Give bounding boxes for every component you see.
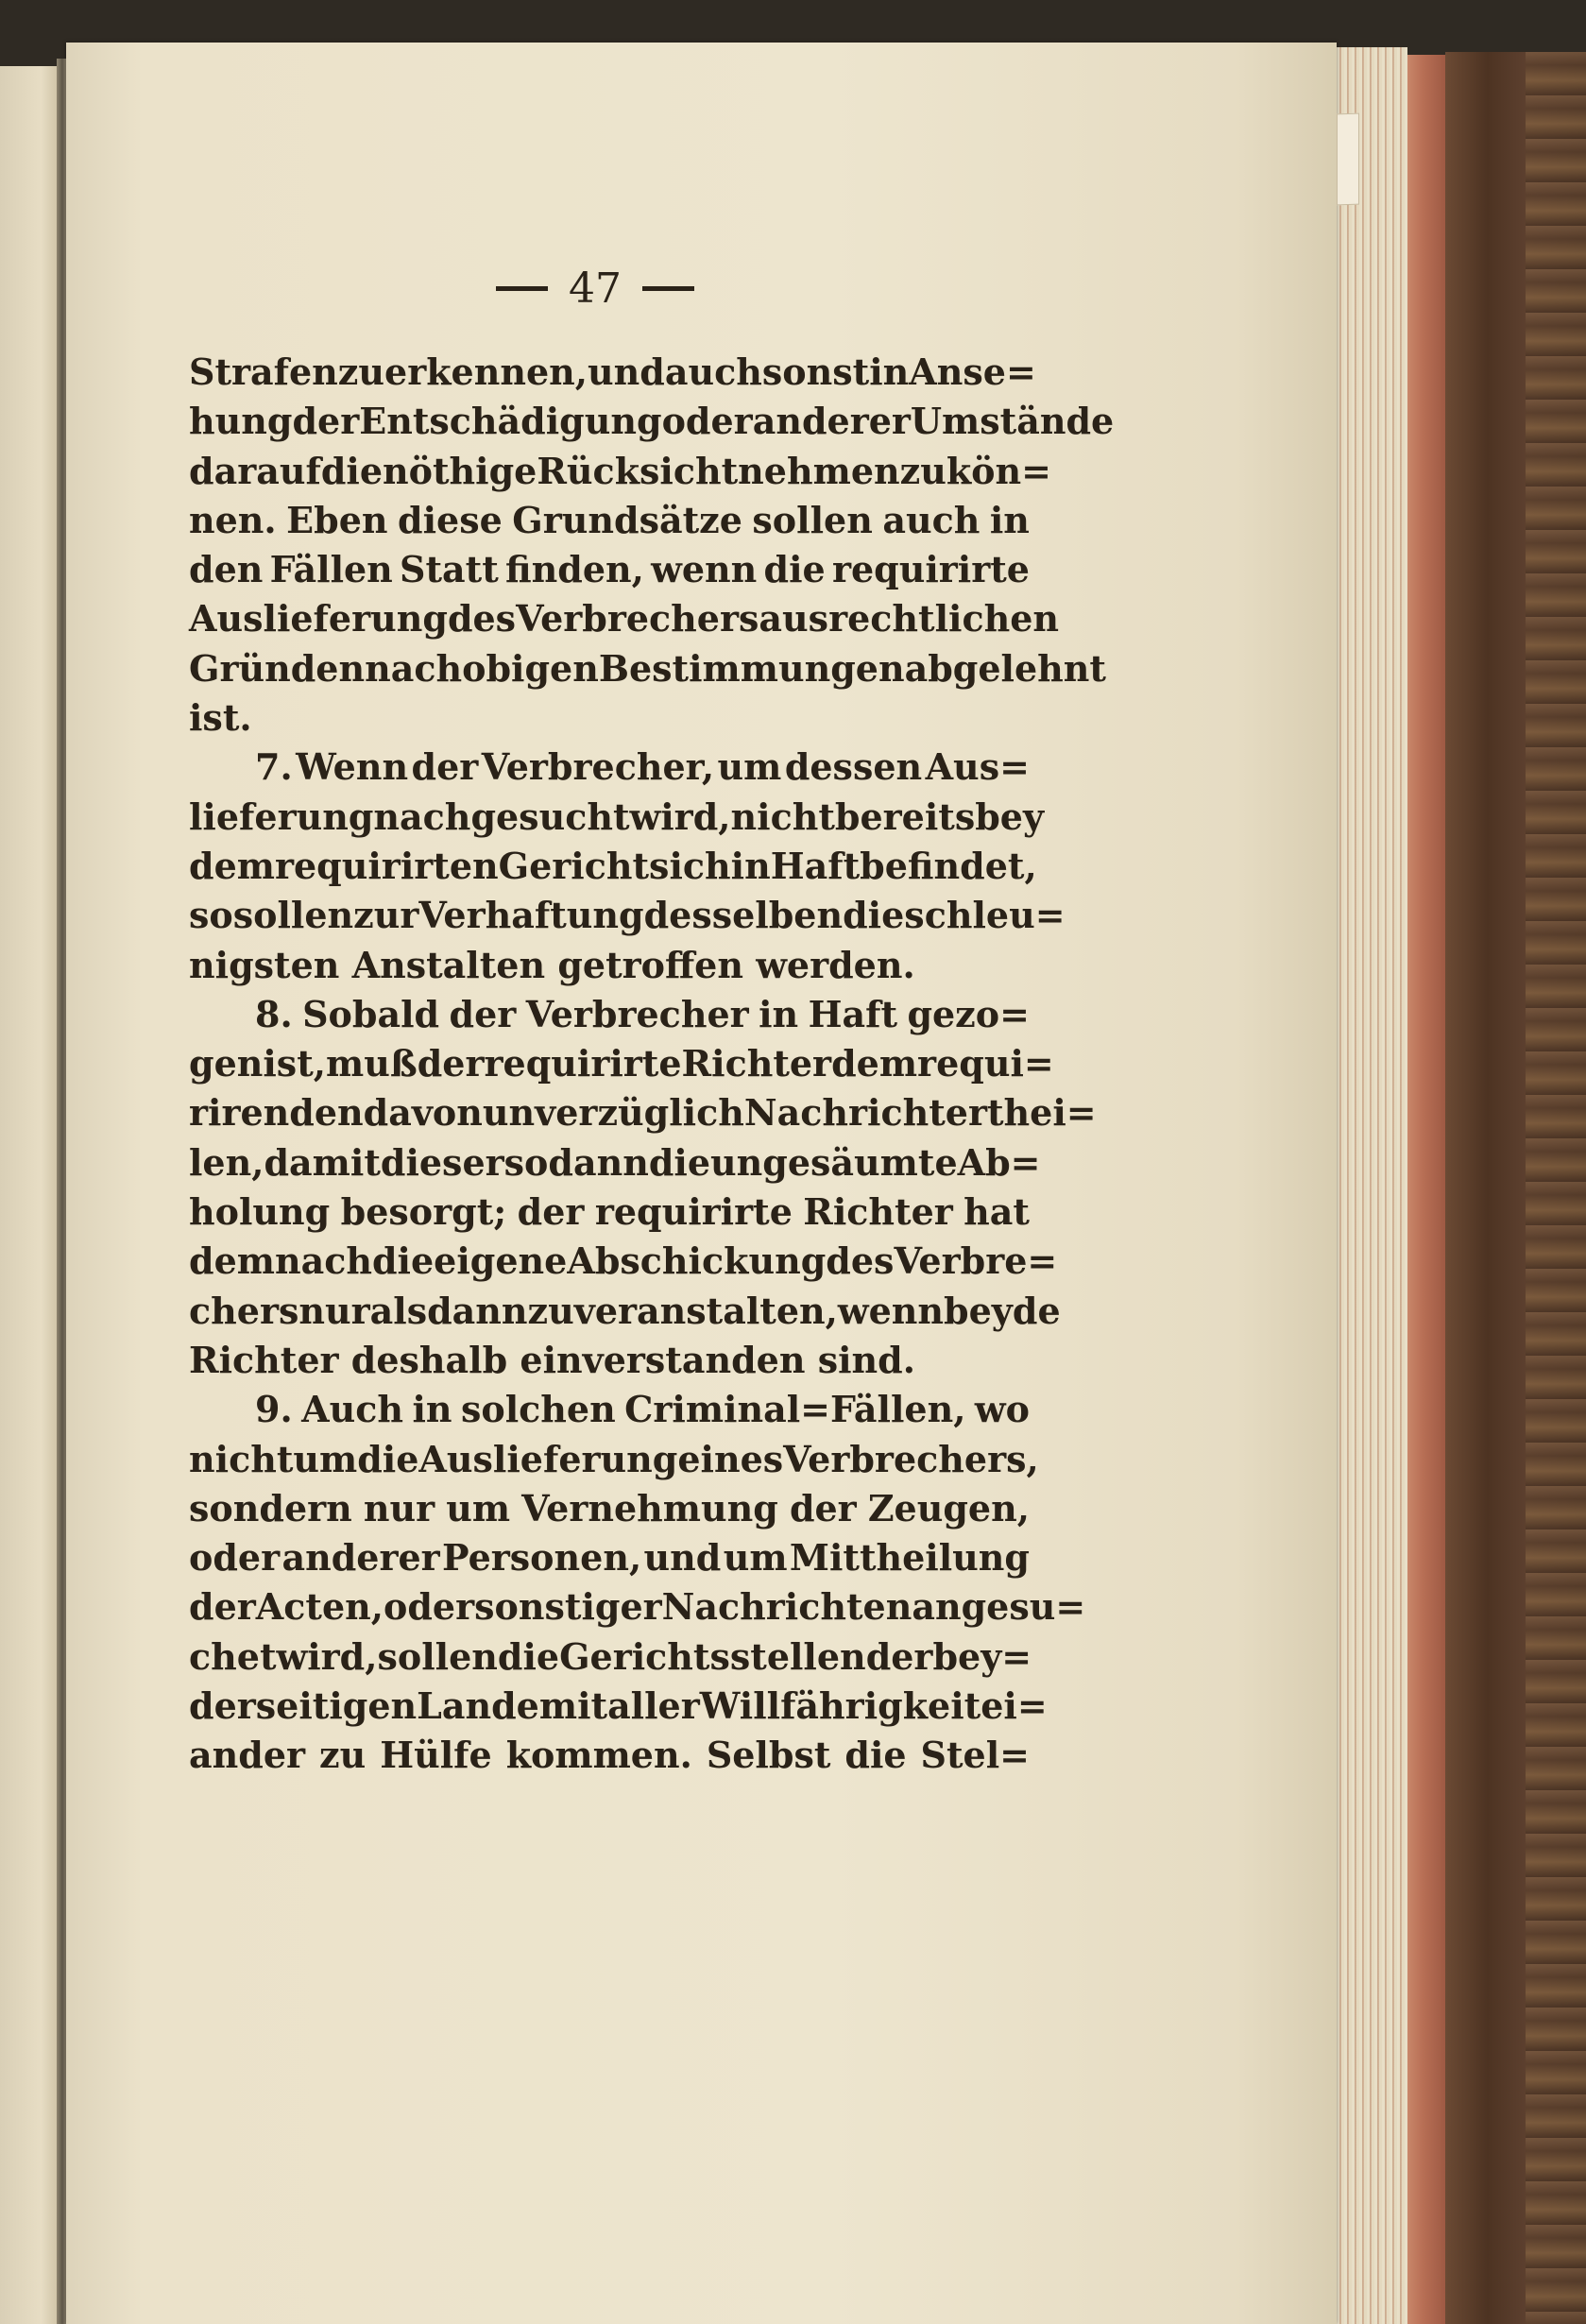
word: zu <box>527 1289 574 1332</box>
text-line <box>189 842 1037 891</box>
text-line <box>189 1435 1039 1484</box>
word: Selbst <box>706 1734 831 1777</box>
word: der <box>417 1042 485 1085</box>
word: dieser <box>380 1140 504 1184</box>
left-page-edge <box>0 66 60 2324</box>
word: in <box>730 844 771 887</box>
word: veranstalten, <box>573 1289 838 1332</box>
word: der <box>449 992 517 1035</box>
word: Nachricht <box>743 1091 946 1135</box>
word: Richter <box>681 1042 832 1085</box>
word: der <box>411 745 479 789</box>
word: requirirte <box>484 1042 682 1085</box>
text-line <box>189 644 1106 693</box>
word: Stel= <box>920 1734 1030 1777</box>
text-line <box>189 496 1030 545</box>
text-line <box>189 743 1030 792</box>
word: Lande <box>417 1684 539 1728</box>
word: den <box>189 548 264 591</box>
word: schleu= <box>904 894 1066 937</box>
word: Zeugen, <box>867 1486 1030 1529</box>
word: dessen <box>784 745 923 789</box>
word: Gericht <box>498 844 650 887</box>
word: Vernehmung <box>521 1486 778 1529</box>
word: Willfährigkeit <box>699 1684 981 1728</box>
word: aus <box>759 597 829 641</box>
word: auch <box>664 350 762 393</box>
word: wo <box>974 1388 1030 1431</box>
word: der <box>865 1634 933 1678</box>
word: Gerichtsstellen <box>559 1634 866 1678</box>
word: besorgt; <box>340 1190 507 1234</box>
text-line <box>189 447 1051 496</box>
word: die <box>320 449 383 492</box>
word: sonstiger <box>474 1585 662 1629</box>
red-page-edges <box>1407 55 1445 2324</box>
word: bey <box>975 795 1045 838</box>
text-line <box>189 941 1030 990</box>
page-edges <box>1337 47 1407 2324</box>
word: muß <box>326 1042 418 1085</box>
text-line <box>189 891 1066 940</box>
word: mit <box>538 1684 608 1728</box>
word: unverzüglich <box>482 1091 744 1135</box>
word: finden, <box>505 548 644 591</box>
word: der <box>189 1585 256 1629</box>
word: requi= <box>917 1042 1054 1085</box>
text-line <box>189 1039 1054 1088</box>
text-line <box>189 793 1045 842</box>
word: erthei= <box>945 1091 1097 1135</box>
word: auch <box>882 498 981 541</box>
text-line <box>189 1484 1030 1533</box>
word: requirirten <box>274 844 499 887</box>
text-line <box>189 1138 1041 1188</box>
word: um <box>717 745 782 789</box>
word: diese <box>398 498 503 541</box>
header-dash-left <box>496 286 548 291</box>
word: um <box>446 1486 511 1529</box>
word: Hülfe <box>380 1734 492 1777</box>
header-dash-right <box>642 286 694 291</box>
text-line <box>189 1088 1097 1137</box>
word: Strafen <box>189 350 338 393</box>
bookmark-tab <box>1337 113 1359 206</box>
word: Abschickung <box>567 1239 827 1283</box>
word: so <box>189 894 233 937</box>
text-line <box>189 1582 1086 1632</box>
word: Gründen <box>189 646 366 690</box>
word: Umstände <box>910 400 1115 443</box>
word: die <box>497 1634 560 1678</box>
word: lieferung <box>189 795 374 838</box>
word: len, <box>189 1140 264 1184</box>
word: des <box>447 597 517 641</box>
text-line <box>189 545 1030 594</box>
word: und <box>643 1536 722 1580</box>
word: sollen <box>752 498 873 541</box>
word: obigen <box>462 646 599 690</box>
text-line <box>189 397 1115 446</box>
word: wenn <box>651 548 758 591</box>
word: Eben <box>286 498 388 541</box>
word: requirirte <box>594 1190 793 1234</box>
word: hung <box>189 400 293 443</box>
page-header <box>463 250 727 326</box>
word: Ab= <box>957 1140 1041 1184</box>
word: sollen <box>377 1634 498 1678</box>
word: nur <box>363 1486 435 1529</box>
word: Criminal=Fällen, <box>624 1388 966 1431</box>
word: um <box>293 1437 358 1480</box>
word: die <box>357 1437 419 1480</box>
word: aller <box>607 1684 700 1728</box>
word: sonst <box>761 350 870 393</box>
word: die <box>763 548 826 591</box>
word: Verbre= <box>894 1239 1058 1283</box>
word: Wenn <box>296 745 409 789</box>
word: bey= <box>932 1634 1032 1678</box>
word: zu <box>337 350 385 393</box>
word: desselben <box>643 894 844 937</box>
word: ungesäumte <box>710 1140 958 1184</box>
word: nöthige <box>383 449 537 492</box>
word: Verbrecher <box>525 992 749 1035</box>
word: in <box>989 498 1030 541</box>
word: Auslieferung <box>189 597 448 641</box>
word: damit <box>264 1140 381 1184</box>
word: eigene <box>434 1239 568 1283</box>
word: nachgesucht <box>373 795 630 838</box>
word: Verbrecher, <box>481 745 715 789</box>
body-text <box>189 348 1115 1781</box>
word: der <box>789 1486 857 1529</box>
text-line-content: nigsten Anstalten getroffen werden. <box>189 943 915 986</box>
word: nach <box>365 646 463 690</box>
text-line <box>189 1385 1030 1434</box>
word: Richter <box>803 1190 953 1234</box>
text-line <box>189 594 1060 643</box>
word: zu <box>319 1734 367 1777</box>
word: Rücksicht <box>537 449 739 492</box>
word: Auslieferung <box>418 1437 678 1480</box>
word: zu <box>899 449 946 492</box>
word: die <box>843 894 905 937</box>
word: in <box>412 1388 452 1431</box>
word: Acten, <box>255 1585 384 1629</box>
word: zur <box>353 894 419 937</box>
word: befindet, <box>860 844 1037 887</box>
text-line <box>189 1188 1030 1237</box>
word: und <box>588 350 665 393</box>
word: wenn <box>837 1289 945 1332</box>
word: gezo= <box>907 992 1030 1035</box>
word: Verhaftung <box>418 894 644 937</box>
word: kommen. <box>505 1734 692 1777</box>
word: nicht <box>189 1437 294 1480</box>
word: requirirte <box>831 548 1030 591</box>
word: rirenden <box>189 1091 364 1135</box>
word: darauf <box>189 449 321 492</box>
marbled-cover-band <box>1526 52 1586 2324</box>
text-line <box>189 1533 1030 1582</box>
word: Aus= <box>925 745 1030 789</box>
word: sondern <box>189 1486 352 1529</box>
word: sich <box>649 844 731 887</box>
word: Fällen <box>269 548 393 591</box>
word: ist, <box>263 1042 326 1085</box>
word: Auch <box>301 1388 403 1431</box>
word: Verbrechers, <box>783 1437 1039 1480</box>
word: chet <box>189 1634 277 1678</box>
word: 9. <box>255 1388 293 1431</box>
word: wird, <box>629 795 731 838</box>
word: anderer <box>281 1536 440 1580</box>
text-line <box>189 1731 1030 1780</box>
word: derseitigen <box>189 1684 418 1728</box>
text-line <box>189 1682 1048 1731</box>
word: Personen, <box>442 1536 642 1580</box>
word: beyde <box>944 1289 1061 1332</box>
word: nen. <box>189 498 277 541</box>
word: oder <box>661 400 753 443</box>
word: wird, <box>276 1634 378 1678</box>
page-number: 47 <box>569 264 622 313</box>
word: Nachrichten <box>661 1585 912 1629</box>
word: Entschädigung <box>359 400 662 443</box>
word: dem <box>189 844 275 887</box>
text-line <box>189 1336 1030 1385</box>
word: oder <box>384 1585 475 1629</box>
word: hat <box>964 1190 1030 1234</box>
word: solchen <box>460 1388 616 1431</box>
word: holung <box>189 1190 331 1234</box>
word: Sobald <box>302 992 440 1035</box>
word: ander <box>189 1734 306 1777</box>
text-line <box>189 1632 1030 1682</box>
word: Grundsätze <box>512 498 742 541</box>
word: rechtlichen <box>828 597 1060 641</box>
word: nicht <box>730 795 835 838</box>
word: in <box>759 992 799 1035</box>
text-line <box>189 1237 1058 1286</box>
word: der <box>517 1190 585 1234</box>
word: bereits <box>834 795 976 838</box>
word: sollen <box>232 894 354 937</box>
text-line <box>189 1287 1061 1336</box>
word: nehmen <box>738 449 900 492</box>
word: dem <box>831 1042 918 1085</box>
text-line <box>189 693 1030 743</box>
word: die <box>844 1734 907 1777</box>
word: demnach <box>189 1239 372 1283</box>
word: 8. <box>255 992 293 1035</box>
word: Haft <box>808 992 898 1035</box>
text-line <box>189 990 1030 1039</box>
word: gen <box>189 1042 264 1085</box>
word: anderer <box>752 400 911 443</box>
word: die <box>371 1239 435 1283</box>
word: eines <box>677 1437 784 1480</box>
word: kön= <box>946 449 1051 492</box>
word: um <box>723 1536 788 1580</box>
word: Statt <box>400 548 499 591</box>
text-line-content: ist. <box>189 696 252 740</box>
word: des <box>826 1239 895 1283</box>
word: abgelehnt <box>904 646 1106 690</box>
word: die <box>648 1140 711 1184</box>
word: davon <box>363 1091 483 1135</box>
text-line <box>189 348 1036 397</box>
word: Verbrechers <box>516 597 759 641</box>
word: oder <box>189 1536 281 1580</box>
word: angesu= <box>912 1585 1086 1629</box>
word: sodann <box>503 1140 649 1184</box>
word: erkennen, <box>384 350 588 393</box>
word: nur <box>298 1289 370 1332</box>
word: Bestimmungen <box>598 646 905 690</box>
word: Anse= <box>909 350 1036 393</box>
word: der <box>292 400 360 443</box>
word: Haft <box>770 844 861 887</box>
word: chers <box>189 1289 299 1332</box>
word: alsdann <box>369 1289 528 1332</box>
text-line-content: Richter deshalb einverstanden sind. <box>189 1338 915 1381</box>
word: in <box>869 350 910 393</box>
word: Mittheilung <box>789 1536 1030 1580</box>
word: 7. <box>255 745 293 789</box>
word: ei= <box>981 1684 1048 1728</box>
